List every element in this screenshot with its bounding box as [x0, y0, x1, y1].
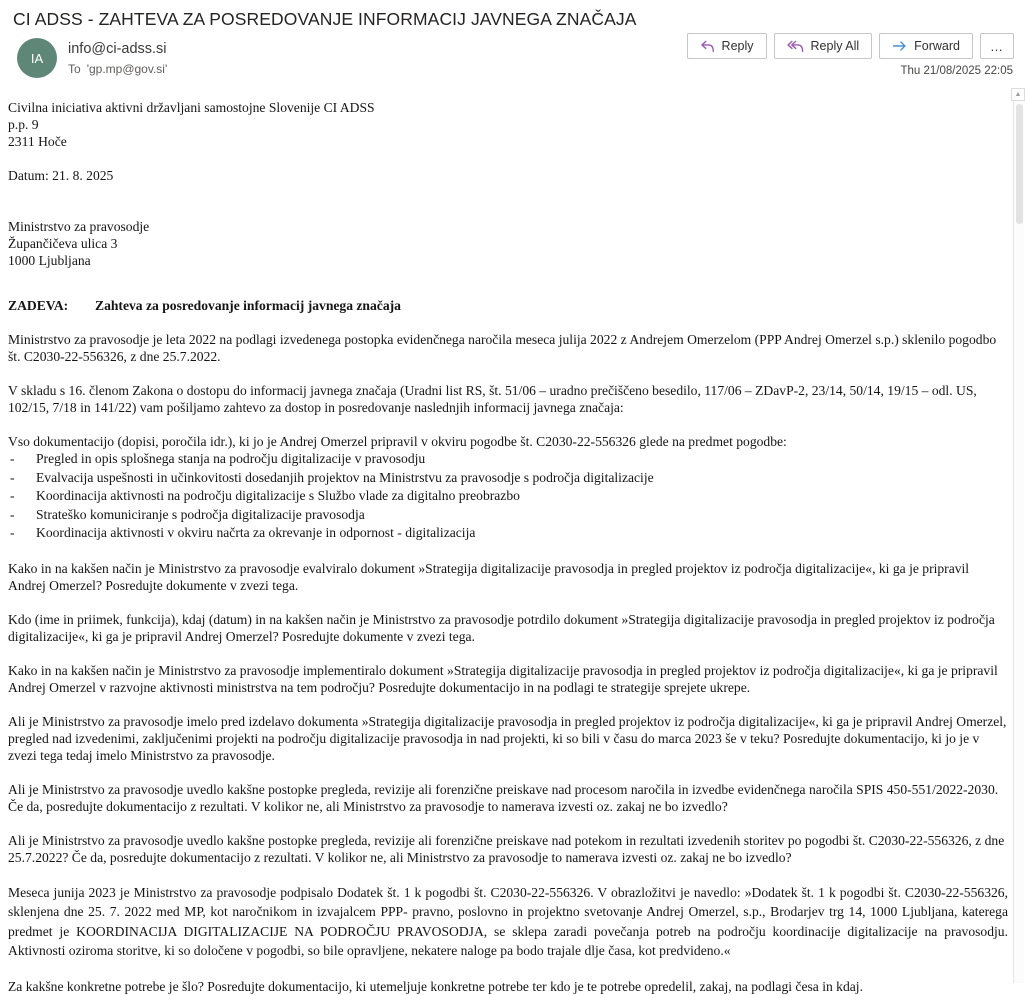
question-paragraph: Kdo (ime in priimek, funkcija), kdaj (datum) in na kakšen način je Ministrstvo za pravosodje potrdilo dokument »Strategija digitalizacije pravosodja in pregled projektov iz področja digitalizacije«, ki ga je pripravil Andrej Omerzel? Posredujte dokumente v zvezi tega. [8, 611, 995, 644]
scrollbar-thumb[interactable] [1016, 104, 1023, 224]
request-list [8, 450, 1008, 543]
question-paragraph: Ali je Ministrstvo za pravosodje uvedlo kakšne postopke pregleda, revizije ali forenzične preiskave nad procesom naročila in izvedbe evidenčnega naročila SPIS 450-551/2022-2030. Če da, posredujte dokumentacijo z rezultati. V kolikor ne, ali Ministrstvo za pravosodje to namerava izvesti oz. zakaj ne bo izvedlo? [8, 781, 999, 814]
dash-bullet: - [10, 451, 15, 466]
subject-label: ZADEVA: [8, 298, 69, 313]
forward-button[interactable] [879, 33, 973, 59]
forward-icon [892, 40, 907, 52]
list-item [8, 524, 1008, 543]
email-body [8, 99, 1008, 995]
list-item-text: Evalvacija uspešnosti in učinkovitosti dosedanjih projektov na Ministrstvu za pravosodje s področja digitalizacije [36, 469, 654, 485]
reply-all-icon [787, 40, 804, 53]
more-actions-button[interactable] [980, 33, 1014, 59]
email-subject: CI ADSS - ZAHTEVA ZA POSREDOVANJE INFORMACIJ JAVNEGA ZNAČAJA [13, 9, 637, 29]
list-item-text: Pregled in opis splošnega stanja na področju digitalizacije v pravosodju [36, 451, 426, 466]
recipient-line: Ministrstvo za pravosodje [8, 219, 150, 234]
dash-bullet: - [10, 469, 15, 485]
list-item [8, 487, 1008, 506]
subject-text: Zahteva za posredovanje informacij javnega značaja [95, 298, 401, 313]
reply-all-button[interactable] [774, 33, 873, 59]
scroll-up-arrow-icon[interactable]: ▲ [1011, 88, 1025, 101]
address-line: p.p. 9 [8, 117, 39, 132]
list-item [8, 469, 1008, 488]
vertical-scrollbar[interactable] [1013, 88, 1024, 983]
paragraph-docs-intro: Vso dokumentacijo (dopisi, poročila idr.), ki jo je Andrej Omerzel pripravil v okviru pogodbe št. C2030-22-556326 glede na predmet pogodbe: [8, 434, 787, 449]
paragraph-contract: Ministrstvo za pravosodje je leta 2022 na podlagi izvedenega postopka evidenčnega naročila meseca julija 2022 z Andrejem Omerzelom (PPP Andrej Omerzel s.p.) sklenilo pogodbo št. C2030-22-556326, z dne 25.7.2022. [8, 332, 997, 364]
forward-label: Forward [914, 39, 960, 53]
reply-button[interactable] [687, 33, 767, 59]
question-paragraph: Kako in na kakšen način je Ministrstvo za pravosodje implementiralo dokument »Strategija digitalizacije pravosodja in pregled projektov iz področja digitalizacije«, ki ga je pripravil Andrej Omerzel v razvojne aktivnosti ministrstva na tem področju? Posredujte dokumentacijo in na podlagi te strategije sprejete ukrepe. [8, 662, 998, 695]
ellipsis-icon: … [990, 38, 1004, 54]
dash-bullet: - [10, 525, 15, 540]
recipient-line [68, 62, 167, 76]
to-recipient[interactable]: 'gp.mp@gov.si' [86, 62, 168, 76]
reply-all-label: Reply All [810, 39, 860, 53]
dash-bullet: - [10, 488, 15, 503]
question-paragraph: Kako in na kakšen način je Ministrstvo za pravosodje evalviralo dokument »Strategija digitalizacije pravosodja in pregled projektov iz področja digitalizacije«, ki ga je pripravil Andrej Omerzel? Posredujte dokumente v zvezi tega. [8, 560, 970, 593]
sender-email[interactable]: info@ci-adss.si [68, 41, 167, 57]
recipient-line: Župančičeva ulica 3 [8, 236, 118, 251]
paragraph-law: V skladu s 16. členom Zakona o dostopu do informacij javnega značaja (Uradni list RS, št. 51/06 – uradno prečiščeno besedilo, 117/06 – ZDavP-2, 23/14, 50/14, 19/15 – odl. US, 102/15, 7/18 in 141/22) vam pošiljamo zahtevo za dostop in posredovanje naslednjih informacij javnega značaja: [8, 383, 977, 415]
date-line: Datum: 21. 8. 2025 [8, 168, 114, 183]
subject-line [8, 297, 1008, 314]
recipient-line: 1000 Ljubljana [8, 253, 91, 268]
message-timestamp: Thu 21/08/2025 22:05 [900, 65, 1013, 77]
dash-bullet: - [10, 506, 15, 522]
list-item-text: Strateško komuniciranje s področja digitalizacije pravosodja [36, 506, 365, 522]
avatar[interactable] [17, 38, 57, 78]
question-paragraph: Ali je Ministrstvo za pravosodje uvedlo kakšne postopke pregleda, revizije ali forenzične preiskave nad potekom in rezultati izvedenih storitev po pogodbi št. C2030-22-556326, z dne 25.7.2022? Če da, posredujte dokumentacijo z rezultati. V kolikor ne, ali Ministrstvo za pravosodje to namerava izvesti oz. zakaj ne bo izvedlo? [8, 832, 1005, 865]
avatar-initials: IA [30, 50, 44, 66]
reply-label: Reply [721, 39, 754, 53]
recipient-address-block [8, 218, 1008, 269]
paragraph-dodatek: Meseca junija 2023 je Ministrstvo za pravosodje podpisalo Dodatek št. 1 k pogodbi št. C2030-22-556326. V obrazložitvi je navedlo: »Dodatek št. 1 k pogodbi št. C2030-22-556326, sklenjena dne 25. 7. 2022 med MP, kot naročnikom in izvajalcem PPP- pravno, poslovno in projektno svetovanje Andrej Omerzel, s.p., Brodarjev trg 14, 1000 Ljubljana, katerega predmet je KOORDINACIJA DIGITALIZACIJE NA PODROČJU PRAVOSODJA, se sklepa zaradi povečanja potreb na področju koordinacije digitalizacije na pravosodju. Aktivnosti oziroma storitve, ki so določene v pogodbi, so bile opravljene, nekatere naloge pa bodo trajale dlje časa, kot predvideno.« [8, 884, 1008, 958]
paragraph-closing: Za kakšne konkretne potrebe je šlo? Posredujte dokumentacijo, ki utemeljuje konkretne potrebe ter kdo je te potrebe opredelil, zakaj, na podlagi česa in kdaj. [8, 978, 863, 994]
list-item-text: Koordinacija aktivnosti na področju digitalizacije s Službo vlade za digitalno preobrazbo [36, 488, 520, 503]
sender-address-block [8, 99, 1008, 150]
to-label: To [68, 62, 81, 76]
list-item [8, 450, 1008, 469]
reply-icon [700, 40, 715, 53]
list-item [8, 506, 1008, 525]
address-line: 2311 Hoče [8, 134, 67, 149]
message-actions [687, 33, 1014, 59]
address-line: Civilna iniciativa aktivni državljani samostojne Slovenije CI ADSS [8, 100, 375, 115]
question-paragraph: Ali je Ministrstvo za pravosodje imelo pred izdelavo dokumenta »Strategija digitalizacije pravosodja in pregled projektov iz področja digitalizacije«, ki ga je pripravil Andrej Omerzel, pregled nad izvedenimi, zaključenimi projekti na področju digitalizacije pravosodja in nad projekti, ki so bili v času do marca 2023 še v teku? Posredujte dokumentacijo, ki jo je v zvezi tega tedaj imelo Ministrstvo za pravosodje. [8, 713, 1007, 763]
list-item-text: Koordinacija aktivnosti v okviru načrta za okrevanje in odpornost - digitalizacija [36, 525, 476, 540]
